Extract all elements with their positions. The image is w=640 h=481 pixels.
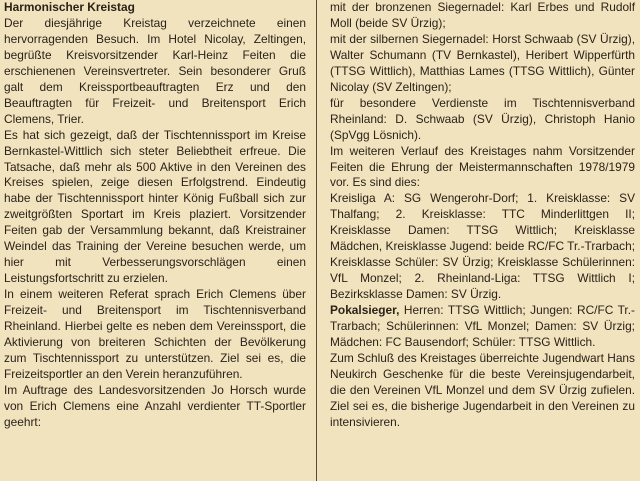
article-paragraph: für besondere Verdienste im Tischtennisverband Rheinland: D. Schwaab (SV Ürzig), Christoph Hanio (SpVgg Lösnich). [330,95,635,142]
cup-winners-text: Herren: TTSG Wittlich; Jungen: RC/FC Tr.-Trarbach; Schülerinnen: VfL Monzel; Damen: SV Ürzig; Mädchen: FC Bausendorf; Schüler: TTSG Wittlich. [330,303,635,350]
article-paragraph: Im weiteren Verlauf des Kreistages nahm Vorsitzender Feiten die Ehrung der Meistermannschaften 1978/1979 vor. Es sind dies: [330,143,635,190]
article-paragraph: Im Auftrage des Landesvorsitzenden Jo Horsch wurde von Erich Clemens eine Anzahl verdienter TT-Sportler geehrt: [4,382,306,429]
article-title: Harmonischer Kreistag [4,0,135,14]
article-paragraph: Kreisliga A: SG Wengerohr-Dorf; 1. Kreisklasse: SV Thalfang; 2. Kreisklasse: TTC Minderlittgen II; Kreisklasse Damen: TTSG Wittlich; Kreisklasse Mädchen, Kreisklasse Jugend: beide RC/FC Tr.-Trarbach; Kreisklasse Schüler: SV Ürzig; Kreisklasse Schülerinnen: VfL Monzel; 2. Rheinland-Liga: TTSG Wittlich I; Bezirksklasse Damen: SV Ürzig. [330,191,635,302]
cup-winners-paragraph [330,303,635,351]
article-paragraph: mit der bronzenen Siegernadel: Karl Erbes und Rudolf Moll (beide SV Ürzig); [330,0,635,30]
right-column [330,0,635,431]
article-paragraph: Der diesjährige Kreistag verzeichnete einen hervorragenden Besuch. Im Hotel Nicolay, Zeltingen, begrüßte Kreisvorsitzender Karl-Heinz Feiten die erschienenen Vereinsvertreter. Sein besonderer Gruß galt dem Kreissportbeauftragten Erz und den Beauftragten für Freizeit- und Breitensport Erich Clemens, Trier. [4,15,306,126]
left-column [4,0,306,431]
article-paragraph: In einem weiteren Referat sprach Erich Clemens über Freizeit- und Breitensport im Tischtennisverband Rheinland. Hierbei gelte es neben dem Vereinssport, die Aktivierung von breiteren Schichten der Bevölkerung zum Tischtennissport zu unterstützen. Ziel sei es, die Freizeitsportler an den Verein heranzuführen. [4,287,306,381]
column-divider [316,0,317,481]
cup-winners-label: Pokalsieger, [330,303,400,318]
article-paragraph: mit der silbernen Siegernadel: Horst Schwaab (SV Ürzig), Walter Schumann (TV Bernkastel), Heribert Wipperfürth (TTSG Wittlich), Matthias Lames (TTSG Wittlich), Günter Nicolay (SV Zeltingen); [330,31,635,94]
article-paragraph: Zum Schluß des Kreistages überreichte Jugendwart Hans Neukirch Geschenke für die beste Vereinsjugendarbeit, die den Vereinen VfL Monzel und dem SV Ürzig zufielen. Ziel sei es, die bisherige Jugendarbeit in den Vereinen zu intensivieren. [330,350,635,429]
article-paragraph: Es hat sich gezeigt, daß der Tischtennissport im Kreise Bernkastel-Wittlich sich steter Beliebtheit erfreue. Die Tatsache, daß mehr als 500 Aktive in den Vereinen des Kreises spielen, zeige diesen Erfolgstrend. Eindeutig habe der Tischtennissport hinter König Fußball sich zur zweitgrößten Sportart im Kreis plaziert. Vorsitzender Feiten gab der Versammlung bekannt, daß Kreistrainer Weindel das Training der Vereine besuchen werde, um hier mit Verbesserungsvorschlägen einen Leistungsfortschritt zu erzielen. [4,127,306,286]
